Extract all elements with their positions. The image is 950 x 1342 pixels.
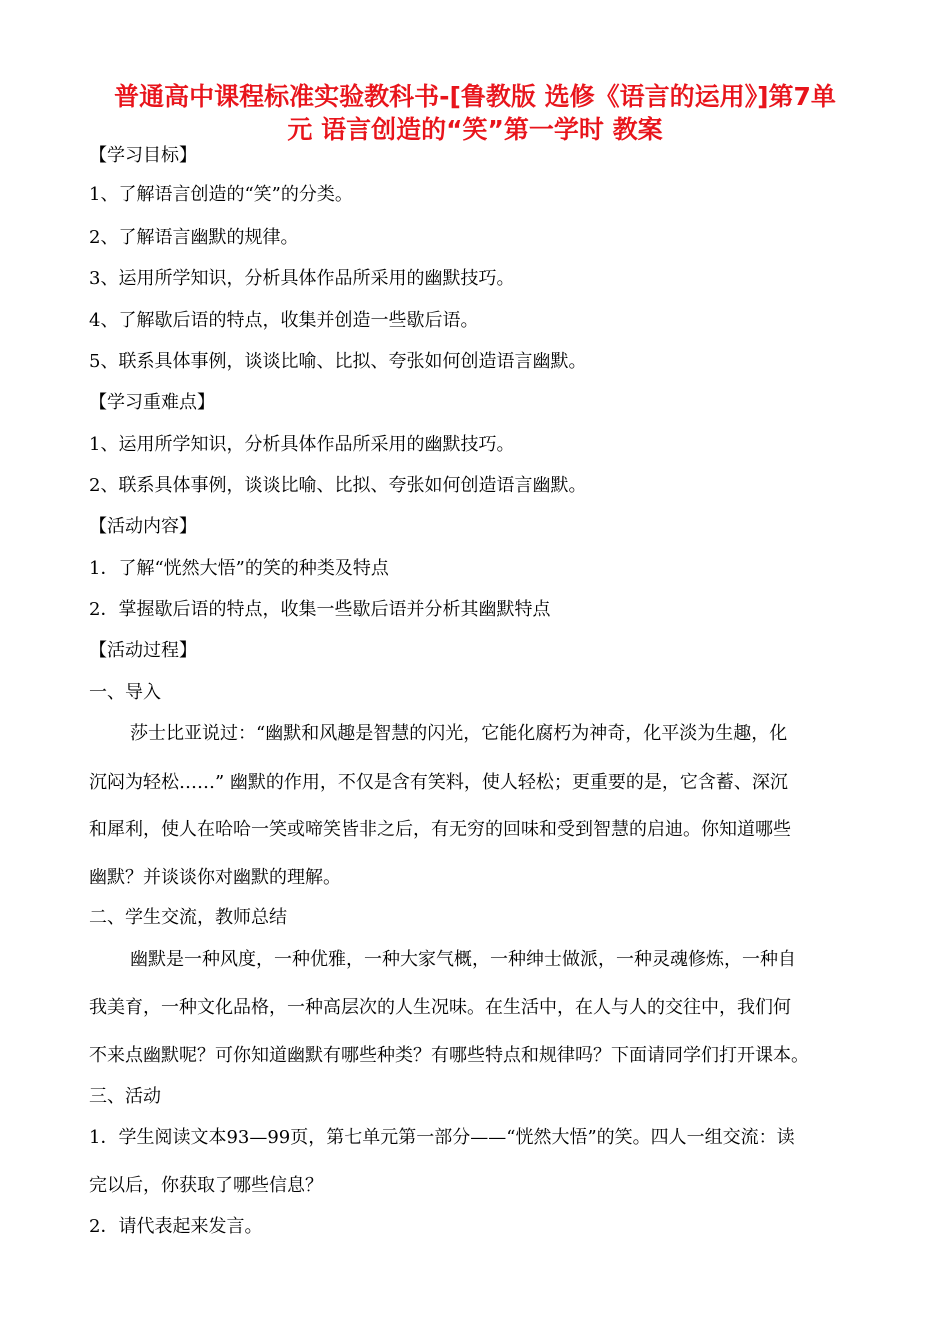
document-title-line-2: 元 语言创造的“笑”第一学时 教案: [287, 115, 663, 144]
section-heading-learning-goals: 【学习目标】: [89, 145, 197, 166]
activity-step-2: 2．请代表起来发言。: [89, 1216, 263, 1237]
subheading-activity: 三、活动: [89, 1086, 161, 1107]
goal-item-2: 2、了解语言幽默的规律。: [89, 227, 299, 248]
paragraph-intro-line-1: 莎士比亚说过：“幽默和风趣是智慧的闪光，它能化腐朽为神奇，化平淡为生趣，化: [130, 723, 788, 744]
subheading-introduction: 一、导入: [89, 682, 161, 703]
paragraph-humor-line-3: 不来点幽默呢？可你知道幽默有哪些种类？有哪些特点和规律吗？下面请同学们打开课本。: [89, 1045, 809, 1066]
activity-step-1-line-2: 完以后，你获取了哪些信息？: [89, 1175, 323, 1196]
paragraph-humor-line-2: 我美育，一种文化品格，一种高层次的人生况味。在生活中，在人与人的交往中，我们何: [89, 997, 791, 1018]
activity-content-item-2: 2．掌握歇后语的特点，收集一些歇后语并分析其幽默特点: [89, 599, 551, 620]
goal-item-5: 5、联系具体事例，谈谈比喻、比拟、夸张如何创造语言幽默。: [89, 351, 587, 372]
paragraph-intro-line-4: 幽默？并谈谈你对幽默的理解。: [89, 867, 341, 888]
goal-item-1: 1、了解语言创造的“笑”的分类。: [89, 184, 353, 205]
paragraph-humor-line-1: 幽默是一种风度，一种优雅，一种大家气概，一种绅士做派，一种灵魂修炼，一种自: [130, 949, 796, 970]
section-heading-activity-process: 【活动过程】: [89, 640, 197, 661]
document-title-line-1: 普通高中课程标准实验教科书-[鲁教版 选修《语言的运用》]第7单: [114, 82, 836, 111]
paragraph-intro-line-2: 沉闷为轻松……” 幽默的作用，不仅是含有笑料，使人轻松；更重要的是，它含蓄、深沉: [89, 772, 788, 793]
goal-item-4: 4、了解歇后语的特点，收集并创造一些歇后语。: [89, 310, 479, 331]
goal-item-3: 3、运用所学知识，分析具体作品所采用的幽默技巧。: [89, 268, 515, 289]
key-point-item-2: 2、联系具体事例，谈谈比喻、比拟、夸张如何创造语言幽默。: [89, 475, 587, 496]
activity-content-item-1: 1．了解“恍然大悟”的笑的种类及特点: [89, 558, 389, 579]
paragraph-intro-line-3: 和犀利，使人在哈哈一笑或啼笑皆非之后，有无穷的回味和受到智慧的启迪。你知道哪些: [89, 819, 791, 840]
section-heading-activity-content: 【活动内容】: [89, 516, 197, 537]
key-point-item-1: 1、运用所学知识，分析具体作品所采用的幽默技巧。: [89, 434, 515, 455]
subheading-student-exchange: 二、学生交流，教师总结: [89, 907, 287, 928]
activity-step-1-line-1: 1．学生阅读文本93—99页，第七单元第一部分——“恍然大悟”的笑。四人一组交流：读: [89, 1127, 795, 1148]
section-heading-key-points: 【学习重难点】: [89, 392, 215, 413]
